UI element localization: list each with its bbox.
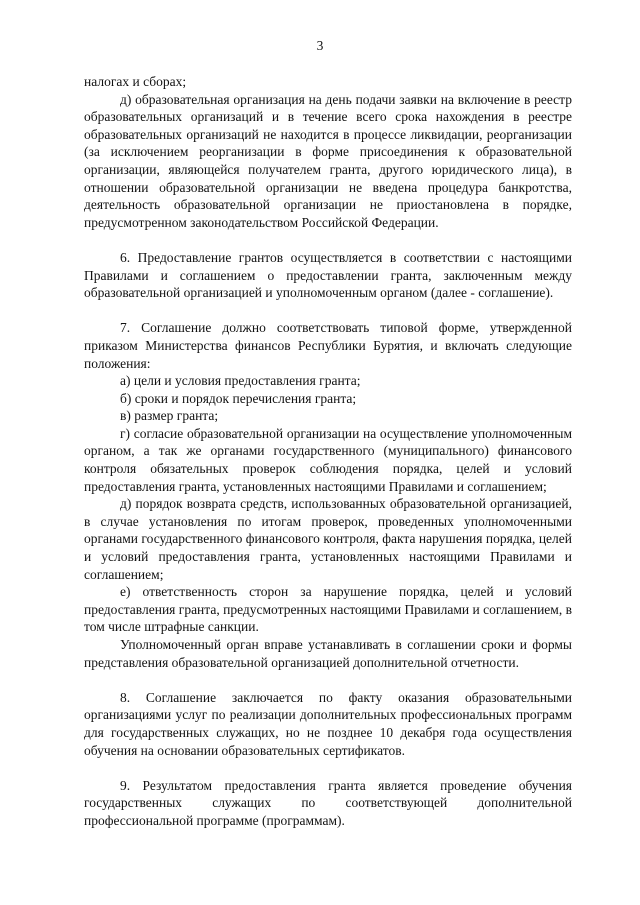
list-item-b: б) сроки и порядок перечисления гранта;	[120, 390, 357, 406]
paragraph-spacer	[84, 759, 572, 777]
paragraph-section-7: 7. Соглашение должно соответствовать типовой форме, утвержденной приказом Министерства финансов Республики Бурятия, и включать следующие положения:	[84, 320, 572, 371]
document-body	[84, 73, 572, 830]
paragraph-section-8: 8. Соглашение заключается по факту оказания образовательными организациями услуг по реализации дополнительных профессиональных программ для государственных служащих, но не позднее 10 декабря года осуществления обучения на основании образовательных сертификатов.	[84, 689, 572, 758]
paragraph-item-d: д) образовательная организация на день подачи заявки на включение в реестр образовательных организаций и в течение всего срока нахождения в реестре образовательных организаций не находится в процессе ликвидации, реорганизации (за исключением реорганизации в форме присоединения к образовательной организации, являющейся получателем гранта, другого юридического лица), в отношении образовательной организации не введена процедура банкротства, деятельность образовательной организации не приостановлена в порядке, предусмотренном законодательством Российской Федерации.	[84, 91, 572, 230]
list-item-e: е) ответственность сторон за нарушение порядка, целей и условий предоставления гранта, предусмотренных настоящими Правилами и соглашением, в том числе штрафные санкции.	[84, 584, 572, 635]
paragraph-spacer	[84, 302, 572, 320]
paragraph-spacer	[84, 671, 572, 689]
list-item-a: а) цели и условия предоставления гранта;	[120, 373, 361, 389]
paragraph-section-6: 6. Предоставление грантов осуществляется в соответствии с настоящими Правилами и соглашением о предоставлении гранта, заключенным между образовательной организацией и уполномоченным органом (далее - соглашение).	[84, 249, 572, 301]
paragraph-continuation: налогах и сборах;	[84, 74, 187, 89]
page-number: 3	[316, 38, 324, 53]
list-item-d: д) порядок возврата средств, использованных образовательной организацией, в случае установления по итогам проверок, проведенных уполномоченными органами государственного финансового контроля, факта нарушения порядка, целей и условий предоставления гранта, установленных настоящими Правилами и соглашением;	[84, 496, 572, 582]
list-item-v: в) размер гранта;	[120, 408, 219, 424]
paragraph-reporting: Уполномоченный орган вправе устанавливать в соглашении сроки и формы представления образовательной организацией дополнительной отчетности.	[84, 637, 572, 670]
paragraph-section-9: 9. Результатом предоставления гранта является проведение обучения государственных служащих по соответствующей дополнительной профессиональной программе (программам).	[84, 777, 572, 828]
paragraph-spacer	[84, 231, 572, 249]
list-item-g: г) согласие образовательной организации на осуществление уполномоченным органом, а так же органами государственного (муниципального) финансового контроля обязательных проверок соблюдения порядка, целей и условий предоставления гранта, установленных настоящими Правилами и соглашением;	[84, 425, 572, 494]
